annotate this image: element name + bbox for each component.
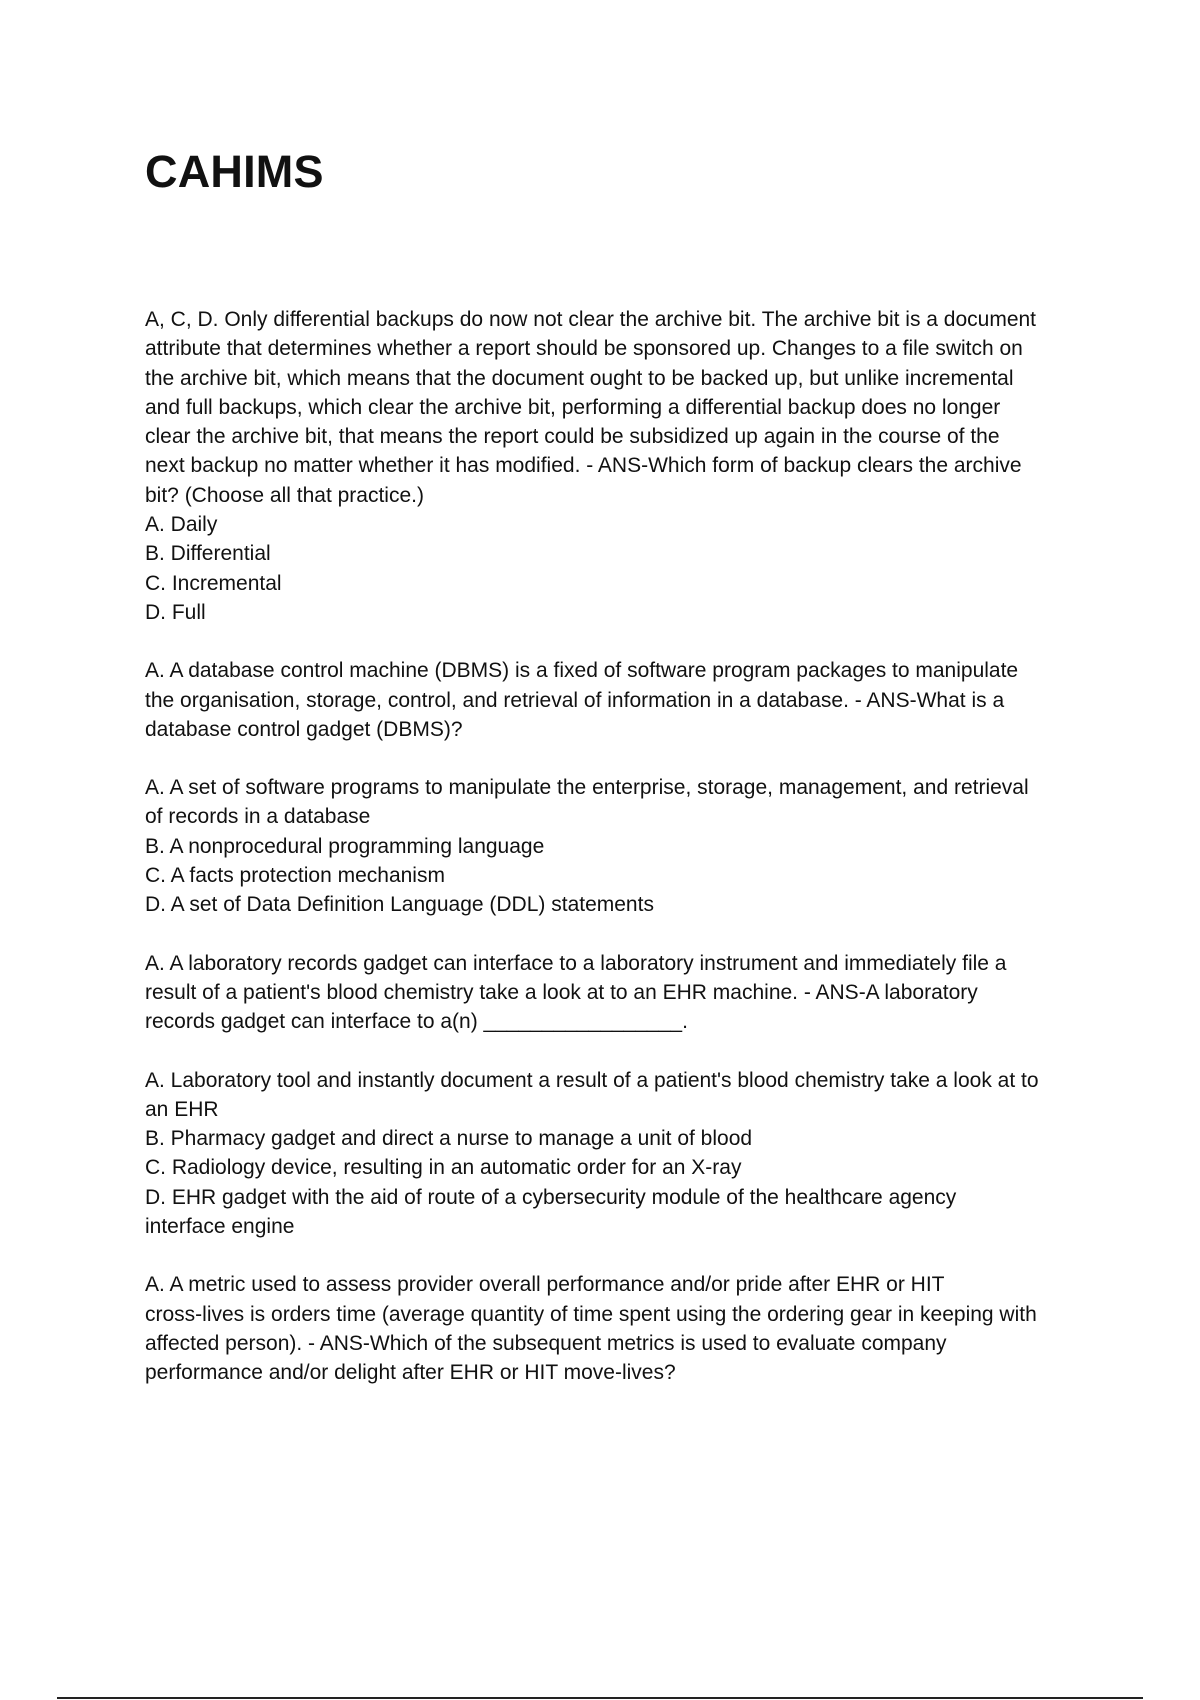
text-line: C. Incremental [145,571,282,595]
text-line: D. EHR gadget with the aid of route of a cybersecurity module of the healthcare agency [145,1185,957,1209]
text-line: of records in a database [145,805,371,829]
text-line: A. A metric used to assess provider overall performance and/or pride after EHR or HIT [145,1273,945,1297]
question-block [145,773,1095,919]
paragraph-spacer [145,627,1095,656]
text-line: A. A set of software programs to manipulate the enterprise, storage, management, and retrieval [145,776,1029,800]
text-line: result of a patient's blood chemistry take a look at to an EHR machine. - ANS-A laboratory [145,980,978,1004]
question-block [145,305,1095,627]
text-line: bit? (Choose all that practice.) [145,483,424,507]
text-line: the organisation, storage, control, and retrieval of information in a database. - ANS-What is a [145,688,1005,712]
text-line: B. Differential [145,542,271,566]
document-body [145,305,1095,1388]
paragraph-spacer [145,744,1095,773]
text-line: the archive bit, which means that the document ought to be backed up, but unlike incremental [145,366,1014,390]
text-line: affected person). - ANS-Which of the subsequent metrics is used to evaluate company [145,1331,947,1355]
text-line: C. Radiology device, resulting in an automatic order for an X-ray [145,1156,742,1180]
footer-divider [57,1697,1143,1699]
text-line: attribute that determines whether a report should be sponsored up. Changes to a file switch on [145,337,1023,361]
text-line: C. A facts protection mechanism [145,864,445,888]
text-line: an EHR [145,1097,219,1121]
text-line: performance and/or delight after EHR or HIT move-lives? [145,1361,676,1385]
text-line: database control gadget (DBMS)? [145,717,463,741]
text-line: and full backups, which clear the archive bit, performing a differential backup does no longer [145,395,1001,419]
paragraph-spacer [145,920,1095,949]
text-line: B. Pharmacy gadget and direct a nurse to manage a unit of blood [145,1127,753,1151]
text-line: A, C, D. Only differential backups do now not clear the archive bit. The archive bit is a document [145,308,1037,331]
text-line: records gadget can interface to a(n) _________________. [145,1010,688,1034]
question-block [145,949,1095,1037]
text-line: A. A database control machine (DBMS) is a fixed of software program packages to manipulate [145,659,1019,683]
text-line: interface engine [145,1215,295,1239]
paragraph-spacer [145,1037,1095,1066]
text-line: A. Daily [145,513,218,537]
question-block [145,1066,1095,1242]
question-block [145,656,1095,744]
paragraph-spacer [145,1241,1095,1270]
text-line: clear the archive bit, that means the report could be subsidized up again in the course of the [145,425,1000,449]
text-line: next backup no matter whether it has modified. - ANS-Which form of backup clears the archive [145,454,1022,478]
question-block [145,1270,1095,1387]
text-line: B. A nonprocedural programming language [145,834,545,858]
text-line: A. A laboratory records gadget can interface to a laboratory instrument and immediately file a [145,951,1007,975]
text-line: D. A set of Data Definition Language (DDL) statements [145,893,654,917]
text-line: D. Full [145,600,206,624]
text-line: A. Laboratory tool and instantly document a result of a patient's blood chemistry take a look at to [145,1068,1039,1092]
page-title: CAHIMS [145,146,324,197]
text-line: cross-lives is orders time (average quantity of time spent using the ordering gear in keeping with [145,1302,1037,1326]
